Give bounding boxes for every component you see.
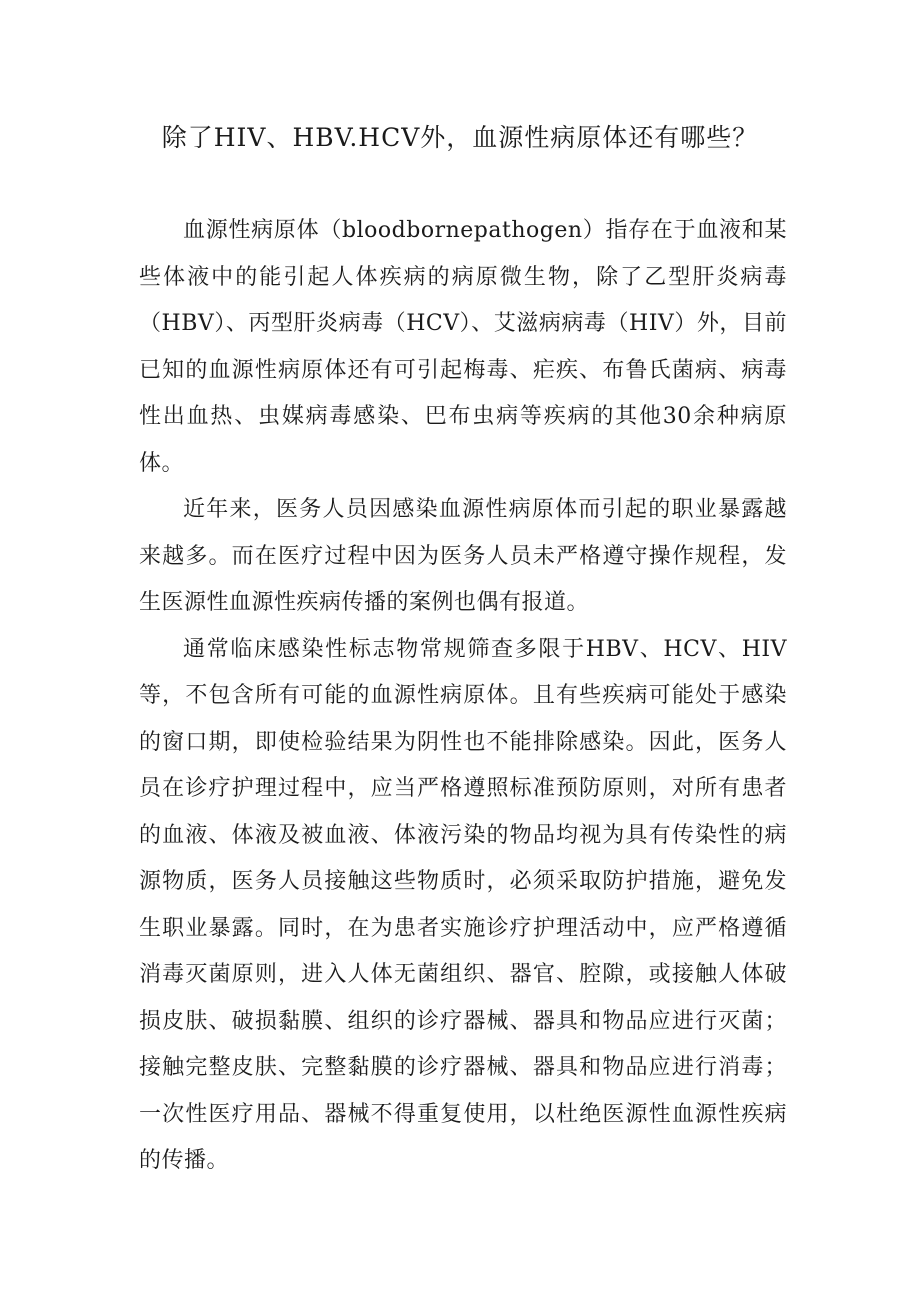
- paragraph-occupational-exposure: 近年来，医务人员因感染血源性病原体而引起的职业暴露越来越多。而在医疗过程中因为医务人员未严格遵守操作规程，发生医源性血源性疾病传播的案例也偶有报道。: [139, 497, 787, 615]
- paragraph-definition: 血源性病原体（bloodbornepathogen）指存在于血液和某些体液中的能引起人体疾病的病原微生物，除了乙型肝炎病毒（HBV）、丙型肝炎病毒（HCV）、艾滋病病毒（HIV）外，目前已知的血源性病原体还有可引起梅毒、疟疾、布鲁氏菌病、病毒性出血热、虫媒病毒感染、巴布虫病等疾病的其他30余种病原体。: [139, 218, 787, 476]
- document-title: 除了HIV、HBV.HCV外，血源性病原体还有哪些？: [161, 123, 759, 152]
- paragraph-standard-precautions: 通常临床感染性标志物常规筛查多限于HBV、HCV、HIV等，不包含所有可能的血源性病原体。且有些疾病可能处于感染的窗口期，即使检验结果为阴性也不能排除感染。因此，医务人员在诊疗护理过程中，应当严格遵照标准预防原则，对所有患者的血液、体液及被血液、体液污染的物品均视为具有传染性的病源物质，医务人员接触这些物质时，必须采取防护措施，避免发生职业暴露。同时，在为患者实施诊疗护理活动中，应严格遵循消毒灭菌原则，进入人体无菌组织、器官、腔隙，或接触人体破损皮肤、破损黏膜、组织的诊疗器械、器具和物品应进行灭菌；接触完整皮肤、完整黏膜的诊疗器械、器具和物品应进行消毒；一次性医疗用品、器械不得重复使用，以杜绝医源性血源性疾病的传播。: [139, 636, 787, 1173]
- document-body: [139, 208, 787, 1185]
